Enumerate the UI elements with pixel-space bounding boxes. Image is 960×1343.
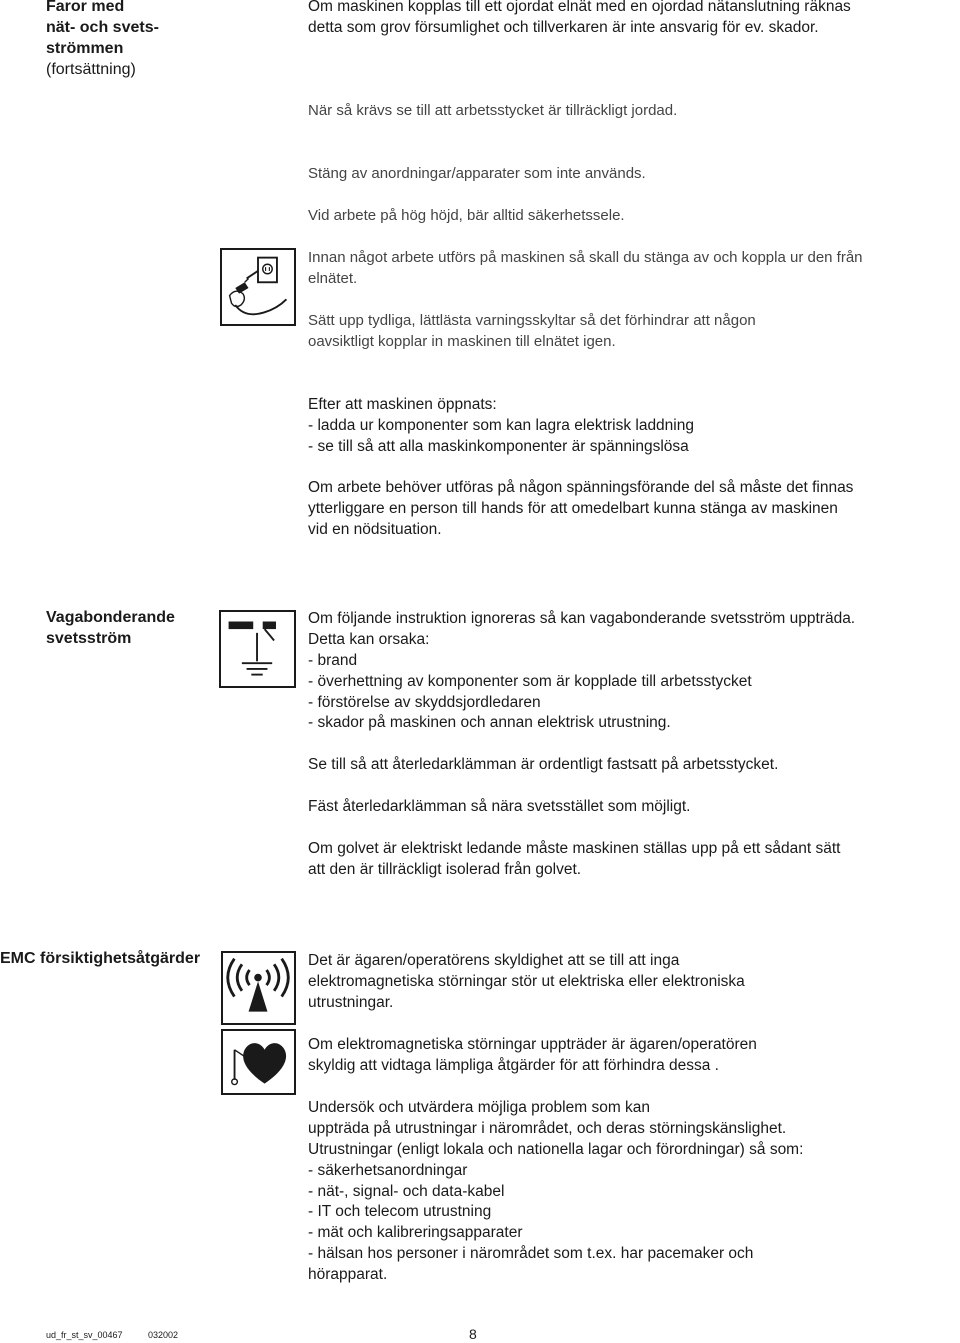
text-line: Det är ägaren/operatörens skyldighet att se till att inga	[308, 952, 680, 969]
text-line: elektromagnetiska störningar stör ut elektriska eller elektroniska	[308, 973, 745, 990]
text-line: uppträda på utrustningar i närområdet, och deras störningskänslighet.	[308, 1120, 787, 1137]
heading-line: Vagabonderande	[46, 609, 175, 626]
text-line: ytterliggare en person till hands för att omedelbart kunna stänga av maskinen	[308, 500, 838, 517]
text-line: Efter att maskinen öppnats:	[308, 396, 497, 413]
radiation-warning-icon	[221, 951, 296, 1025]
text-line: hörapparat.	[308, 1266, 388, 1283]
pacemaker-heart-icon	[221, 1029, 296, 1095]
text-line: skyldig att vidtaga lämpliga åtgärder för att förhindra dessa .	[308, 1057, 719, 1074]
section-heading: EMC försiktighetsåtgärder	[0, 950, 201, 967]
heading-line: svetsström	[46, 630, 132, 647]
text-line: - brand	[308, 652, 358, 669]
text-line: Om golvet är elektriskt ledande måste maskinen ställas upp på ett sådant sätt	[308, 840, 841, 857]
text-line: Om elektromagnetiska störningar uppträder är ägaren/operatören	[308, 1036, 757, 1053]
text-line: - mät och kalibreringsapparater	[308, 1224, 523, 1241]
unplug-cable-icon	[220, 248, 296, 326]
heading-line: strömmen	[46, 40, 124, 57]
text-line: Om följande instruktion ignoreras så kan vagabonderande svetsström uppträda.	[308, 610, 856, 627]
text-line: detta som grov försumlighet och tillverkaren är inte ansvarig för ev. skador.	[308, 19, 819, 36]
text-line: utrustningar.	[308, 994, 394, 1011]
welding-ground-icon	[219, 610, 296, 688]
text-line: Utrustningar (enligt lokala och nationella lagar och förordningar) så som:	[308, 1141, 804, 1158]
heading-line: nät- och svets-	[46, 19, 159, 36]
section-heading	[46, 0, 206, 80]
text-line: oavsiktligt kopplar in maskinen till elnätet igen.	[308, 333, 616, 350]
doc-code: ud_fr_st_sv_00467	[46, 1330, 123, 1340]
text-line: Om arbete behöver utföras på någon spänningsförande del så måste det finnas	[308, 479, 854, 496]
heading-subtitle: (fortsättning)	[46, 61, 136, 78]
text-line: - säkerhetsanordningar	[308, 1162, 468, 1179]
text-line: - hälsan hos personer i närområdet som t.ex. har pacemaker och	[308, 1245, 754, 1262]
text-line: Fäst återledarklämman så nära svetsstället som möjligt.	[308, 798, 691, 815]
date-code: 032002	[148, 1330, 179, 1340]
text-line: - ladda ur komponenter som kan lagra elektrisk laddning	[308, 417, 694, 434]
text-line: Sätt upp tydliga, lättlästa varningsskyltar så det förhindrar att någon	[308, 312, 756, 329]
text-line: Innan något arbete utförs på maskinen så skall du stänga av och koppla ur den från	[308, 249, 863, 266]
text-line: Undersök och utvärdera möjliga problem som kan	[308, 1099, 651, 1116]
text-line: - överhettning av komponenter som är kopplade till arbetsstycket	[308, 673, 752, 690]
text-line: Om maskinen kopplas till ett ojordat elnät med en ojordad nätanslutning räknas	[308, 0, 851, 15]
text-line: vid en nödsituation.	[308, 521, 442, 538]
text-line: att den är tillräckligt isolerad från golvet.	[308, 861, 582, 878]
page-number: 8	[469, 1326, 477, 1342]
text-line: - nät-, signal- och data-kabel	[308, 1183, 505, 1200]
section-heading	[46, 607, 216, 649]
text-line: - förstörelse av skyddsjordledaren	[308, 694, 541, 711]
heading-line: Faror med	[46, 0, 125, 15]
text-line: Vid arbete på hög höjd, bär alltid säkerhetssele.	[308, 207, 625, 224]
text-line: Detta kan orsaka:	[308, 631, 430, 648]
text-line: - IT och telecom utrustning	[308, 1203, 492, 1220]
text-line: - skador på maskinen och annan elektrisk utrustning.	[308, 714, 671, 731]
text-line: Stäng av anordningar/apparater som inte används.	[308, 165, 646, 182]
text-line: Se till så att återledarklämman är ordentligt fastsatt på arbetsstycket.	[308, 756, 779, 773]
text-line: - se till så att alla maskinkomponenter är spänningslösa	[308, 438, 689, 455]
text-line: elnätet.	[308, 270, 358, 287]
text-line: När så krävs se till att arbetsstycket är tillräckligt jordad.	[308, 102, 678, 119]
